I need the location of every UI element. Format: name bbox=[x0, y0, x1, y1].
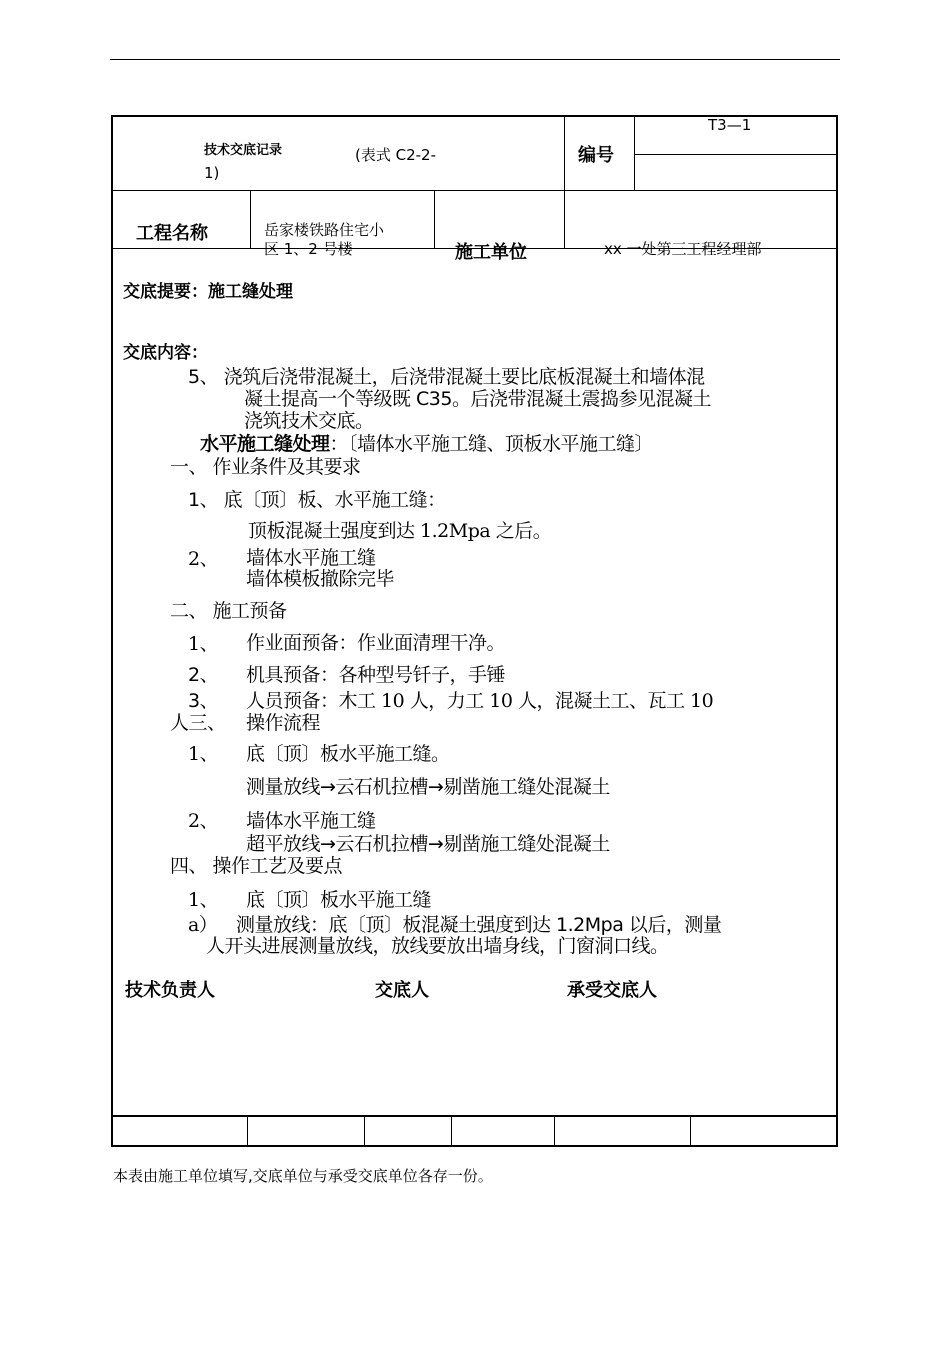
summary-label-text: 交底提要： bbox=[123, 282, 208, 302]
project-name-value-2: 区 1、2 号楼 bbox=[264, 240, 353, 258]
project-name-label: 工程名称 bbox=[136, 223, 208, 244]
header-divider-1 bbox=[564, 116, 565, 249]
item-4-1: 底〔顶〕板水平施工缝 bbox=[246, 889, 432, 911]
item-3-2: 墙体水平施工缝 bbox=[246, 810, 376, 832]
item-1-1-detail: 顶板混凝土强度到达 1.2Mpa 之后。 bbox=[248, 520, 552, 542]
form-code: (表式 C2-2- bbox=[355, 146, 437, 164]
number-cell-divider bbox=[634, 154, 837, 155]
item-4-1-a-cont: 人开头进展测量放线，放线要放出墙身线，门窗洞口线。 bbox=[206, 935, 669, 957]
section-3-heading: 操作流程 bbox=[246, 712, 321, 734]
item-3-1-num: 1、 bbox=[188, 743, 219, 765]
content-line-1: 5、 浇筑后浇带混凝土，后浇带混凝土要比底板混凝土和墙体混 bbox=[188, 366, 705, 388]
sig-cell-divider-4 bbox=[554, 1116, 555, 1146]
content-line-3: 浇筑技术交底。 bbox=[244, 410, 374, 432]
number-label: 编号 bbox=[578, 145, 614, 166]
item-1-2: 墙体水平施工缝 bbox=[246, 547, 376, 569]
content-line-2: 凝土提高一个等级既 C35。后浇带混凝土震捣参见混凝土 bbox=[244, 388, 711, 410]
footer-note: 本表由施工单位填写,交底单位与承受交底单位各存一份。 bbox=[113, 1167, 493, 1185]
item-2-1-num: 1、 bbox=[188, 633, 219, 655]
project-name-value-1: 岳家楼铁路住宅小 bbox=[264, 221, 385, 239]
summary-label bbox=[123, 277, 293, 302]
item-4-1-a: 测量放线：底〔顶〕板混凝土强度到达 1.2Mpa 以后，测量 bbox=[236, 914, 722, 936]
item-2-3: 人员预备：木工 10 人，力工 10 人，混凝土工、瓦工 10 bbox=[246, 690, 714, 712]
summary-value: 施工缝处理 bbox=[208, 282, 293, 302]
sig-cell-divider-2 bbox=[364, 1116, 365, 1146]
item-1-1: 1、 底〔顶〕板、水平施工缝： bbox=[188, 489, 446, 511]
project-divider-1 bbox=[250, 191, 251, 249]
section-4-heading: 四、 操作工艺及要点 bbox=[170, 855, 343, 877]
item-4-1-num: 1、 bbox=[188, 889, 219, 911]
top-rule bbox=[110, 59, 840, 60]
section-1-heading: 一、 作业条件及其要求 bbox=[170, 456, 361, 478]
form-code-cont: 1) bbox=[204, 164, 220, 182]
item-2-3-num: 3、 bbox=[188, 690, 219, 712]
section-2-heading: 二、 施工预备 bbox=[170, 600, 287, 622]
signature-row-top bbox=[112, 1115, 837, 1117]
number-value: T3—1 bbox=[708, 116, 752, 134]
sig-cell-divider-1 bbox=[247, 1116, 248, 1146]
item-1-2-detail: 墙体模板撤除完毕 bbox=[246, 568, 395, 590]
sig-cell-divider-5 bbox=[690, 1116, 691, 1146]
item-2-2-num: 2、 bbox=[188, 664, 219, 686]
subheading-detail: ：〔墙体水平施工缝、顶板水平施工缝〕 bbox=[329, 433, 654, 455]
tech-lead-label: 技术负责人 bbox=[125, 980, 215, 1001]
item-2-1: 作业面预备：作业面清理干净。 bbox=[246, 632, 506, 654]
sig-cell-divider-3 bbox=[451, 1116, 452, 1146]
construction-unit-value: xx 一处第三工程经理部 bbox=[604, 240, 762, 258]
subheading: 水平施工缝处理 bbox=[200, 433, 330, 455]
content-label: 交底内容： bbox=[123, 343, 208, 363]
receiver-label: 承受交底人 bbox=[567, 980, 657, 1001]
project-divider-2 bbox=[434, 191, 435, 249]
presenter-label: 交底人 bbox=[375, 980, 429, 1001]
item-3-1-detail: 测量放线→云石机拉槽→剔凿施工缝处混凝土 bbox=[246, 776, 610, 798]
record-title: 技术交底记录 bbox=[204, 143, 283, 158]
header-row-bottom bbox=[112, 190, 837, 191]
item-3-2-detail: 超平放线→云石机拉槽→剔凿施工缝处混凝土 bbox=[246, 833, 610, 855]
item-1-2-num: 2、 bbox=[188, 548, 219, 570]
item-2-2: 机具预备：各种型号钎子，手锤 bbox=[246, 664, 506, 686]
item-3-2-num: 2、 bbox=[188, 810, 219, 832]
section-3-heading-prefix: 人三、 bbox=[170, 712, 226, 734]
item-4-1-a-marker: a） bbox=[188, 914, 218, 936]
construction-unit-label: 施工单位 bbox=[455, 242, 527, 263]
item-3-1: 底〔顶〕板水平施工缝。 bbox=[246, 743, 450, 765]
